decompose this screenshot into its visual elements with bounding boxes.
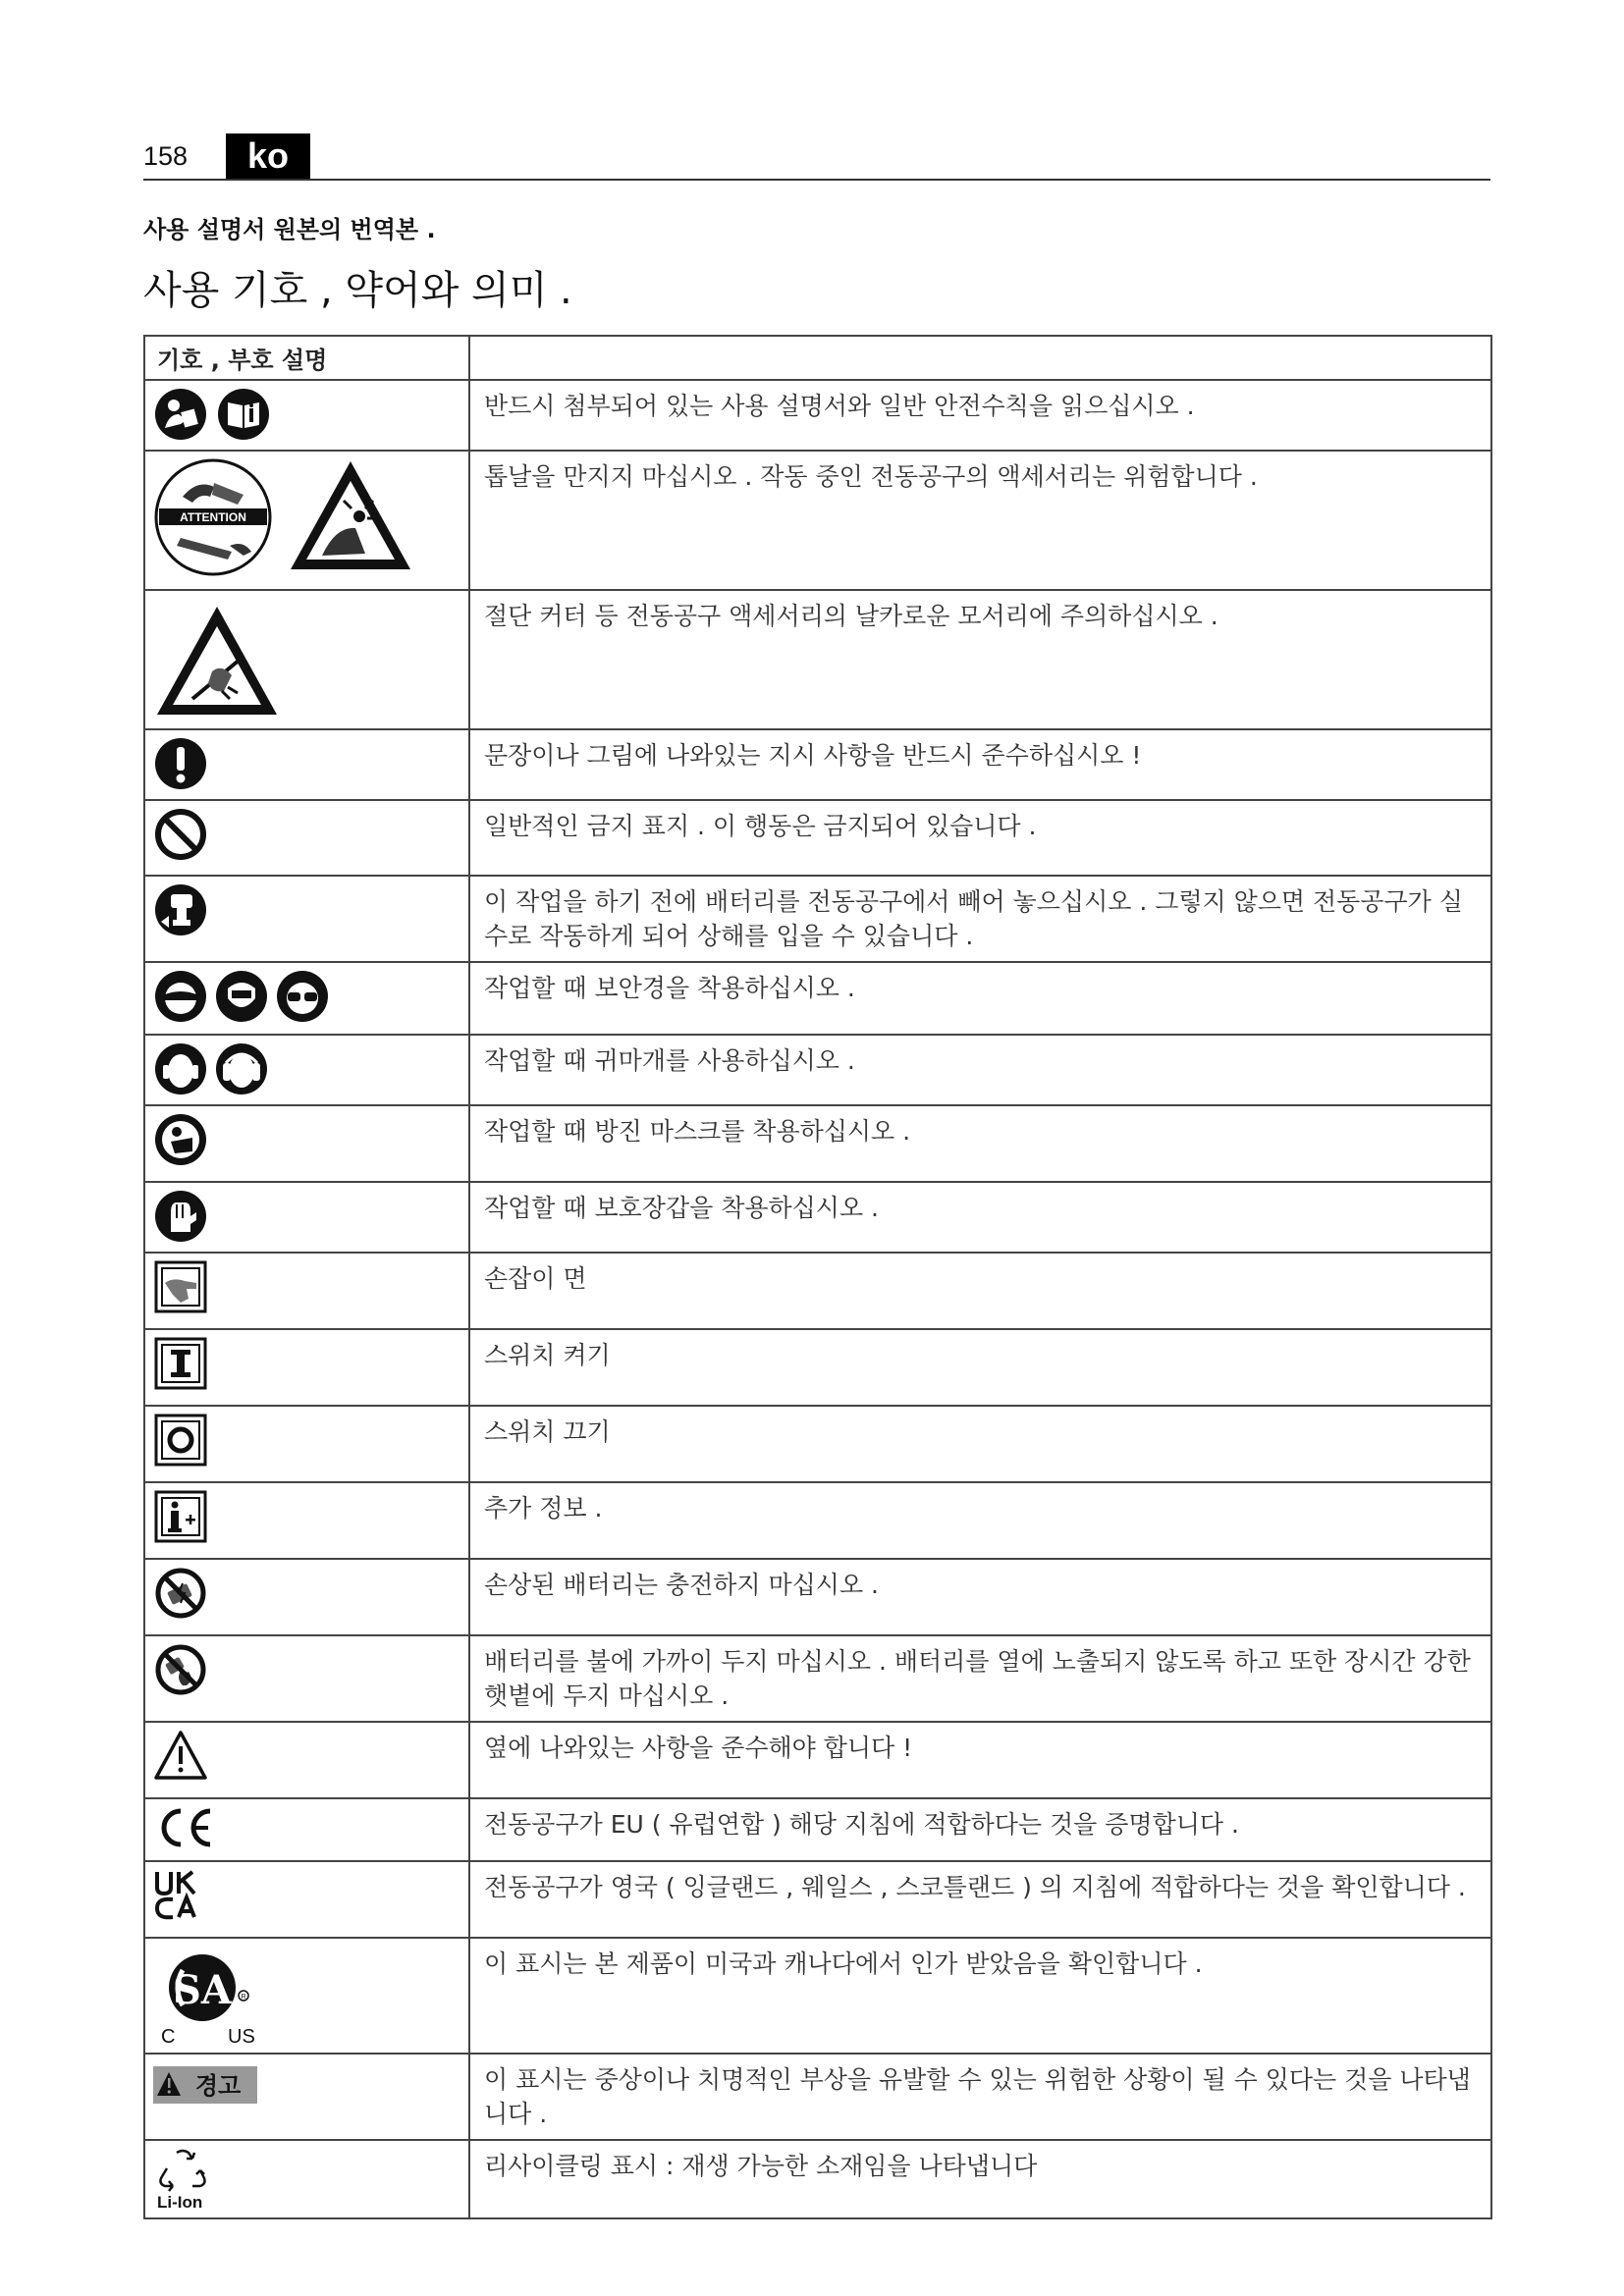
row-description: 배터리를 불에 가까이 두지 마십시오 . 배터리를 열에 노출되지 않도록 하고 또한 장시간 강한 햇볕에 두지 마십시오 . <box>469 1635 1491 1722</box>
info-book-icon <box>216 387 271 442</box>
table-row <box>144 1722 1491 1798</box>
sharp-edge-warning-icon <box>153 603 281 719</box>
row-description: 스위치 켜기 <box>469 1329 1491 1406</box>
attention-blade-icon <box>153 457 273 577</box>
table-row <box>144 1253 1491 1329</box>
row-description: 작업할 때 보호장갑을 착용하십시오 . <box>469 1182 1491 1253</box>
table-row <box>144 1938 1491 2054</box>
table-row <box>144 1182 1491 1253</box>
header-symbol: 기호 , 부호 설명 <box>144 336 469 380</box>
warning-label-text: 경고 <box>194 2072 242 2100</box>
row-description: 스위치 끄기 <box>469 1406 1491 1482</box>
row-description: 작업할 때 보안경을 착용하십시오 . <box>469 962 1491 1035</box>
row-description: 이 작업을 하기 전에 배터리를 전동공구에서 빼어 놓으십시오 . 그렇지 않으면 전동공구가 실수로 작동하게 되어 상해를 입을 수 있습니다 . <box>469 876 1491 962</box>
table-header-row <box>144 336 1491 380</box>
li-ion-label: Li-Ion <box>157 2193 203 2212</box>
csa-mark-icon <box>153 1945 271 2047</box>
flying-debris-warning-icon <box>287 457 414 573</box>
row-description: 손잡이 면 <box>469 1253 1491 1329</box>
grip-surface-icon <box>153 1259 208 1314</box>
row-description: 옆에 나와있는 사항을 준수해야 합니다 ! <box>469 1722 1491 1798</box>
no-fire-battery-icon <box>153 1642 208 1697</box>
page-header <box>143 133 1490 183</box>
table-row <box>144 380 1491 451</box>
table-row <box>144 729 1491 800</box>
remove-battery-icon <box>153 882 208 937</box>
row-description: 작업할 때 귀마개를 사용하십시오 . <box>469 1035 1491 1105</box>
warning-triangle-icon <box>153 1729 208 1782</box>
table-row <box>144 1559 1491 1635</box>
recycling-li-ion-icon <box>153 2147 212 2212</box>
table-row <box>144 1105 1491 1182</box>
symbols-table <box>143 335 1492 2219</box>
row-description: 일반적인 금지 표지 . 이 행동은 금지되어 있습니다 . <box>469 800 1491 876</box>
protective-gloves-icon <box>153 1189 208 1244</box>
svg-text:R: R <box>241 1994 246 2001</box>
table-row <box>144 2140 1491 2218</box>
row-description: 톱날을 만지지 마십시오 . 작동 중인 전동공구의 액세서리는 위험합니다 . <box>469 451 1491 590</box>
table-row <box>144 876 1491 962</box>
table-row <box>144 1329 1491 1406</box>
ukca-mark-icon <box>153 1868 200 1921</box>
csa-us-label: US <box>228 2026 255 2047</box>
document-subtitle: 사용 설명서 원본의 번역본 . <box>143 216 436 243</box>
ce-mark-icon <box>153 1805 216 1850</box>
page-title: 사용 기호 , 약어와 의미 . <box>143 268 572 313</box>
row-description: 이 표시는 본 제품이 미국과 캐나다에서 인가 받았음을 확인합니다 . <box>469 1938 1491 2054</box>
row-description: 문장이나 그림에 나와있는 지시 사항을 반드시 준수하십시오 ! <box>469 729 1491 800</box>
row-description: 이 표시는 중상이나 치명적인 부상을 유발할 수 있는 위험한 상황이 될 수 있다는 것을 나타냅니다 . <box>469 2054 1491 2140</box>
ear-muffs-icon <box>214 1041 269 1096</box>
warning-label-icon <box>153 2066 257 2104</box>
row-description: 전동공구가 EU ( 유럽연합 ) 해당 지침에 적합하다는 것을 증명합니다 . <box>469 1798 1491 1861</box>
csa-c-label: C <box>161 2026 176 2047</box>
switch-off-icon <box>153 1413 208 1468</box>
table-row <box>144 1861 1491 1938</box>
table-row <box>144 962 1491 1035</box>
table-row <box>144 590 1491 729</box>
safety-glasses-icon <box>153 969 208 1024</box>
svg-text:SA: SA <box>173 1967 232 2013</box>
row-description: 손상된 배터리는 충전하지 마십시오 . <box>469 1559 1491 1635</box>
goggles-icon <box>275 969 330 1024</box>
mandatory-icon <box>153 736 208 791</box>
no-charge-damaged-battery-icon <box>153 1566 208 1621</box>
table-row <box>144 1482 1491 1559</box>
row-description: 절단 커터 등 전동공구 액세서리의 날카로운 모서리에 주의하십시오 . <box>469 590 1491 729</box>
row-description: 추가 정보 . <box>469 1482 1491 1559</box>
language-badge: ko <box>226 133 310 179</box>
additional-info-icon <box>153 1489 208 1544</box>
table-row <box>144 800 1491 876</box>
table-row <box>144 1798 1491 1861</box>
ear-protection-icon <box>153 1041 208 1096</box>
table-row <box>144 1035 1491 1105</box>
row-description: 작업할 때 방진 마스크를 착용하십시오 . <box>469 1105 1491 1182</box>
read-manual-icon <box>153 387 208 442</box>
attention-label: ATTENTION <box>180 510 246 524</box>
face-shield-icon <box>214 969 269 1024</box>
row-description: 반드시 첨부되어 있는 사용 설명서와 일반 안전수칙을 읽으십시오 . <box>469 380 1491 451</box>
switch-on-icon <box>153 1336 208 1391</box>
row-description: 리사이클링 표시 : 재생 가능한 소재임을 나타냅니다 <box>469 2140 1491 2218</box>
row-description: 전동공구가 영국 ( 잉글랜드 , 웨일스 , 스코틀랜드 ) 의 지침에 적합하다는 것을 확인합니다 . <box>469 1861 1491 1938</box>
table-row <box>144 1635 1491 1722</box>
page-number: 158 <box>143 141 189 171</box>
header-description <box>469 336 1491 380</box>
dust-mask-icon <box>153 1112 208 1167</box>
table-row <box>144 1406 1491 1482</box>
table-row <box>144 451 1491 590</box>
table-row <box>144 2054 1491 2140</box>
prohibition-icon <box>153 807 208 862</box>
header-rule <box>143 179 1490 181</box>
